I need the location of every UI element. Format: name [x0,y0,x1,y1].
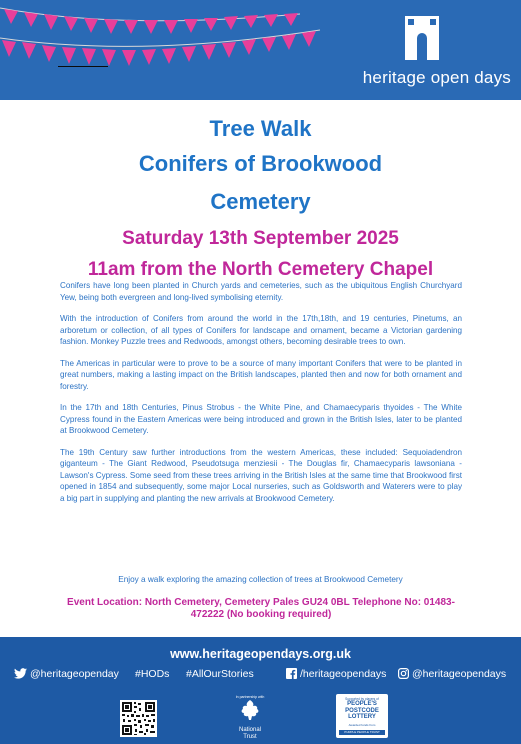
ppl-line-3: LOTTERY [348,714,376,720]
twitter-handle: @heritageopenday [30,668,119,680]
event-date: Saturday 13th September 2025 [122,228,399,249]
nt-name-line-1: National [238,727,261,733]
instagram-icon [398,668,409,679]
instagram-link[interactable] [398,668,506,680]
national-trust-logo [228,695,272,743]
event-location: Event Location: North Cemetery, Cemetery Pales GU24 0BL Telephone No: 01483-472222 (No booking required) [67,597,455,620]
hashtag-allourstories: #AllOurStories [186,668,254,680]
nt-partnership-text: In partnership with [235,695,265,699]
brand-name: heritage open days [362,68,511,87]
social-links [14,668,514,684]
footer [0,637,521,744]
description-body [60,280,462,514]
hashtag-hods: #HODs [135,668,170,680]
ppl-trust-bar: PURPLE PEOPLE TRUST [339,730,385,735]
facebook-icon [286,668,297,679]
paragraph-2: With the introduction of Conifers from around the world in the 17th,18th, and 19 centuries, Pinetums, an arboretum or collection, of all types of Conifers for landscape and ornament, became a Victorian gardening fashion. Monkey Puzzle trees and Redwoods, amongst others, becoming desirable trees to own. [60,314,462,346]
enjoy-line: Enjoy a walk exploring the amazing collection of trees at Brookwood Cemetery [118,575,403,584]
facebook-link[interactable] [286,668,386,680]
oak-leaf-icon [239,699,261,721]
paragraph-5: The 19th Century saw further introductions from the western Americas, these included: Sequoiadendron giganteum - The Giant Redwood, Pseudotsuga menziesii - The Douglas fir, Chamaecyparis lawsoniana - Lawson's Cypress. Some seed from these trees arriving in the British Isles at the same time that Brookwood first opened in 1854 and subsequently, some major Local nurseries, such as Goldsworth and Waterers were to play a big part in supplying and planting the new arrivals at Brookwood Cemetery. [60,447,462,503]
peoples-postcode-lottery-logo [336,694,388,738]
nt-name-line-2: Trust [243,734,257,740]
title-line-1: Tree Walk [209,116,312,141]
ppl-line-1: PEOPLE'S [347,701,377,707]
heritage-open-days-logo [331,14,511,94]
paragraph-1: Conifers have long been planted in Church yards and cemeteries, such as the ubiquitous English Churchyard Yew, being both evergreen and long-lived symbolising eternity. [60,281,462,302]
door-arch-icon [405,16,439,60]
ppl-supported-text: Supported by players of [345,697,379,701]
event-time-place: 11am from the North Cemetery Chapel [87,259,434,280]
twitter-icon [14,668,27,679]
facebook-handle: /heritageopendays [300,668,387,680]
ppl-awarded-text: Awarded funds from [348,722,376,727]
paragraph-3: The Americas in particular were to prove to be a source of many important Conifers that were to be planted in great numbers, making a lasting impact on the British landscapes, planted then and now for both ornament and forestry. [60,358,462,391]
ppl-line-2: POSTCODE [345,707,379,714]
paragraph-4: In the 17th and 18th Centuries, Pinus Strobus - the White Pine, and Chamaecyparis thyoides - The White Cypress found in the Eastern Americas were being introduced and grown in the British Isles, later to be planted at Brookwood Cemetery. [60,403,462,435]
website-link[interactable]: www.heritageopendays.org.uk [170,647,351,661]
header-banner [0,0,521,100]
title-line-3: Cemetery [210,189,311,214]
qr-code[interactable] [120,700,157,737]
twitter-link[interactable] [14,668,119,680]
instagram-handle: @heritageopendays [412,668,507,680]
decorative-rule [58,66,108,67]
title-line-2: Conifers of Brookwood [138,151,383,176]
